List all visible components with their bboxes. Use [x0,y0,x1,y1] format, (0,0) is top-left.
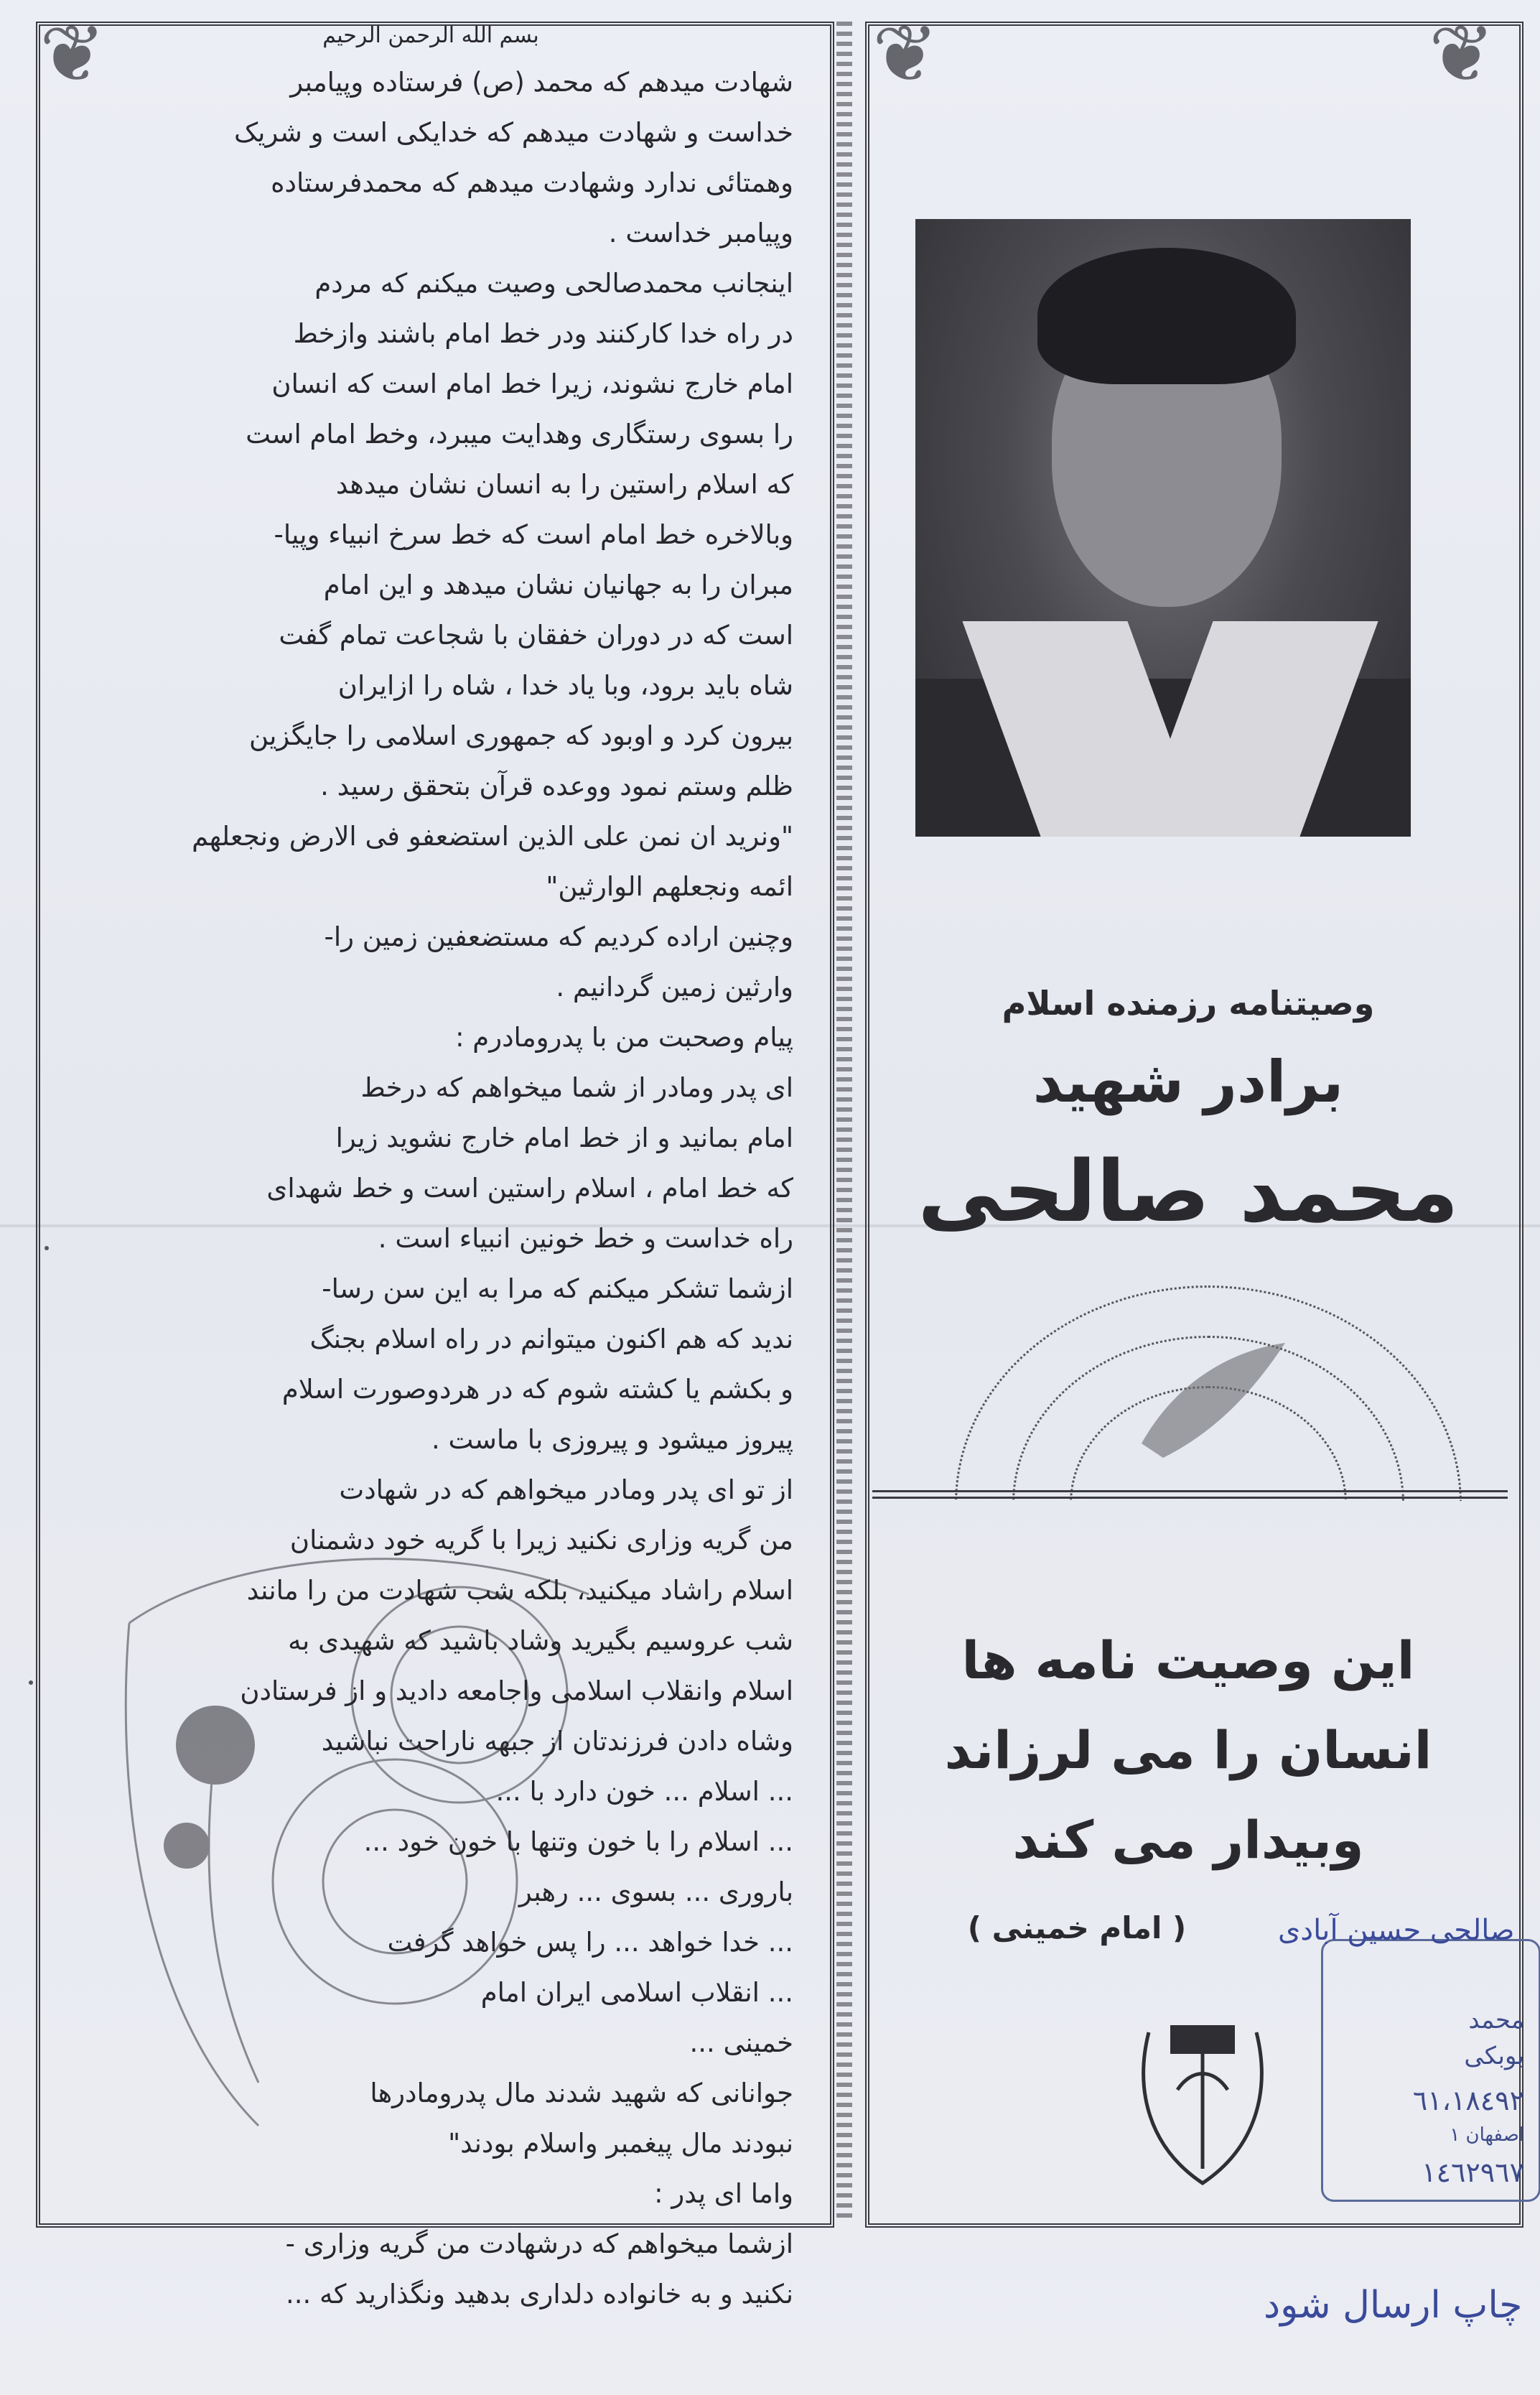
corner-ornament-icon: ❦ [1429,8,1495,100]
brother-martyr-label: برادر شهید [1032,1048,1344,1115]
testament-line: جوانانی که شهید شدند مال پدرومادرها [370,2078,793,2108]
testament-line: من گریه وزاری نکنید زیرا با گریه خود دشمنان [289,1525,793,1555]
testament-line: ندید که هم اکنون میتوانم در راه اسلام بجنگ [309,1324,793,1354]
ornamental-divider [836,22,852,2219]
testament-line: نکنید و به خانواده دلداری بدهید ونگذارید که ... [286,2279,793,2310]
speck [29,1680,33,1685]
testament-line: بیرون کرد و اوبود که جمهوری اسلامی را جایگزین [248,720,793,751]
testament-line: اینجانب محمدصالحی وصیت میکنم که مردم [314,268,793,299]
archive-stamp [1321,1939,1540,2202]
testament-line: مبران را به جهانیان نشان میدهد و این امام [323,569,793,600]
bismillah: بسم الله الرحمن الرحیم [322,23,539,48]
testament-text [68,14,793,2310]
testament-line: در راه خدا کارکنند ودر خط امام باشند وازخط [293,318,793,349]
testament-line: وهمتائی ندارد وشهادت میدهم که محمدفرستاده [271,167,793,198]
testament-line: ازشما تشکر میکنم که مرا به این سن رسا- [322,1273,793,1304]
dove-sunburst-icon [933,1257,1479,1501]
testament-line: ائمه ونجعلهم الوارثین" [546,871,793,902]
corner-ornament-icon: ❦ [872,8,939,100]
testament-line: اسلام راشاد میکنید، بلکه شب شهادت من را مانند [246,1575,793,1606]
testament-line: امام بمانید و از خط امام خارج نشوید زیرا [335,1122,793,1153]
martyr-name: محمد صالحی [918,1142,1459,1241]
testament-line: وبالاخره خط امام است که خط سرخ انبیاء وپیا- [274,519,793,550]
testament-line: ... اسلام ... خون دارد با ... [495,1776,793,1807]
martyr-photo [915,219,1411,837]
handwritten-note: چاپ ارسال شود [1264,2284,1523,2327]
irgc-emblem-icon [1120,2004,1285,2198]
handwritten-surname: صالحی حسین آبادی [1278,1914,1515,1947]
testament-line: ... اسلام را با خون وتنها با خون خود ... [363,1826,793,1857]
testament-line: که اسلام راستین را به انسان نشان میدهد [335,469,793,500]
subtitle: وصیتنامه رزمنده اسلام [1002,984,1375,1023]
testament-line: امام خارج نشوند، زیرا خط امام است که انسان [271,368,793,399]
testament-line: خداست و شهادت میدهم که خدایکی است و شریک [234,117,793,148]
testament-line: خمینی ... [689,2027,793,2058]
speck [45,1246,49,1250]
testament-line: وارثین زمین گردانیم . [556,972,793,1003]
testament-line: شب عروسیم بگیرید وشاد باشید که شهیدی به [288,1625,793,1656]
testament-line: واما ای پدر : [654,2178,793,2209]
testament-line: ظلم وستم نمود ووعده قرآن بتحقق رسید . [320,771,793,801]
quote-line: وبیدار می کند [1012,1810,1364,1870]
testament-line: و بکشم یا کشته شوم که در هردوصورت اسلام [281,1374,793,1405]
testament-line: ... خدا خواهد ... را پس خواهد گرفت [387,1927,793,1958]
stamp-number: ٦١،١٨٤٩٢ [1412,2085,1524,2116]
stamp-city: اصفهان ١ [1450,2124,1524,2146]
stamp-father: بوبکی [1464,2042,1524,2070]
testament-line: ازشما میخواهم که درشهادت من گریه وزاری - [285,2228,793,2259]
testament-line: از تو ای پدر ومادر میخواهم که در شهادت [339,1474,793,1505]
stamp-code: ١٤٦٢٩٦٧ [1422,2157,1524,2188]
stamp-first-name: محمد [1468,2006,1524,2034]
testament-line: "ونرید ان نمن علی الذین استضعفو فی الارض ونجعلهم [192,821,793,852]
testament-line: باروری ... بسوی ... رهبر [518,1877,793,1907]
testament-line: است که در دوران خفقان با شجاعت تمام گفت [279,620,793,651]
testament-lines [68,57,793,2320]
testament-line: نبودند مال پیغمبر واسلام بودند" [448,2128,793,2159]
quote-line: این وصیت نامه ها [961,1630,1415,1691]
quote-attribution: ( امام خمینی ) [967,1910,1187,1945]
testament-line: شاه باید برود، وبا یاد خدا ، شاه را ازایران [337,670,793,701]
section-divider [872,1490,1508,1499]
testament-line: وپیامبر خداست . [608,218,793,248]
testament-line: اسلام وانقلاب اسلامی واجامعه دادید و از فرستادن [240,1675,793,1706]
testament-line: پیام وصحبت من با پدرومادرم : [455,1022,793,1053]
khomeini-quote [879,1616,1497,1885]
corner-ornament-icon: ❦ [39,8,106,100]
testament-line: ... انقلاب اسلامی ایران امام [480,1977,793,2008]
testament-line: وشاه دادن فرزندتان از جبهه ناراحت نباشید [321,1726,793,1757]
testament-line: پیروز میشود و پیروزی با ماست . [431,1424,793,1455]
testament-line: را بسوی رستگاری وهدایت میبرد، وخط امام است [246,419,793,450]
quote-line: انسان را می لرزاند [944,1720,1432,1780]
testament-line: ای پدر ومادر از شما میخواهم که درخط [360,1072,793,1103]
testament-line: راه خداست و خط خونین انبیاء است . [378,1223,793,1254]
testament-line: شهادت میدهم که محمد (ص) فرستاده وپیامبر [290,67,793,98]
testament-line: که خط امام ، اسلام راستین است و خط شهدای [266,1173,793,1204]
testament-line: وچنین اراده کردیم که مستضعفین زمین را- [324,921,793,952]
